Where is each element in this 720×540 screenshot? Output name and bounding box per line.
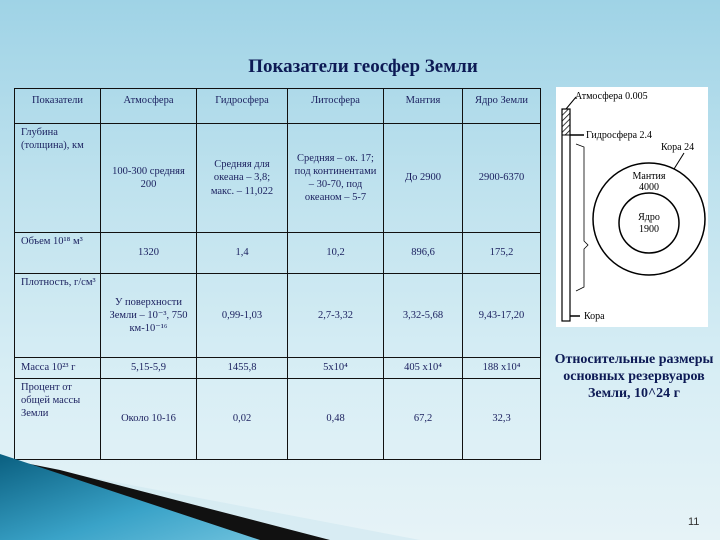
table-cell: 9,43-17,20	[463, 274, 541, 358]
label-core: Ядро	[638, 212, 660, 223]
label-mantle: Мантия	[632, 171, 666, 182]
decorative-swoosh	[0, 440, 720, 540]
table-row	[15, 124, 541, 233]
table-cell: 0,99-1,03	[197, 274, 288, 358]
label-crust-bottom: Кора	[584, 311, 605, 322]
table-cell: 32,3	[463, 379, 541, 460]
diagram-caption: Относительные размеры основных резервуаров Земли, 10^24 г	[554, 352, 714, 401]
table-cell: 0,02	[197, 379, 288, 460]
table-cell: 405 x10⁴	[384, 358, 463, 379]
table-cell: 2900-6370	[463, 124, 541, 233]
table-cell: 188 x10⁴	[463, 358, 541, 379]
header-cell: Мантия	[384, 89, 463, 124]
row-label: Масса 10²³ г	[15, 358, 101, 379]
table-cell: 175,2	[463, 233, 541, 274]
label-hydrosphere: Гидросфера 2.4	[586, 130, 653, 141]
header-cell: Атмосфера	[101, 89, 197, 124]
row-label: Плотность, г/см³	[15, 274, 101, 358]
table-cell: Средняя для океана – 3,8; макс. – 11,022	[197, 124, 288, 233]
header-cell: Показатели	[15, 89, 101, 124]
table-header-row	[15, 89, 541, 124]
table-cell: 896,6	[384, 233, 463, 274]
table-cell: 2,7-3,32	[288, 274, 384, 358]
header-cell: Ядро Земли	[463, 89, 541, 124]
table-cell: 67,2	[384, 379, 463, 460]
table-cell: 1455,8	[197, 358, 288, 379]
label-atmosphere: Атмосфера 0.005	[575, 91, 648, 102]
table-row	[15, 274, 541, 358]
table-row	[15, 233, 541, 274]
table-cell: 100-300 средняя 200	[101, 124, 197, 233]
table-cell: 10,2	[288, 233, 384, 274]
table-cell: 1,4	[197, 233, 288, 274]
column-bar	[562, 109, 570, 321]
table-cell: 0,48	[288, 379, 384, 460]
header-cell: Литосфера	[288, 89, 384, 124]
reservoir-size-diagram	[556, 87, 708, 327]
slide-title: Показатели геосфер Земли	[248, 56, 478, 77]
row-label: Объем 10¹⁸ м³	[15, 233, 101, 274]
core-circle	[619, 193, 679, 253]
header-cell: Гидросфера	[197, 89, 288, 124]
table-cell: 5,15-5,9	[101, 358, 197, 379]
atmosphere-hatch	[562, 109, 570, 135]
table-cell: 3,32-5,68	[384, 274, 463, 358]
table-cell: Около 10-16	[101, 379, 197, 460]
page-number: 11	[688, 516, 700, 528]
label-mantle-value: 4000	[639, 182, 659, 193]
table-row	[15, 358, 541, 379]
table-cell: У поверхности Земли – 10⁻³, 750 км-10⁻¹⁶	[101, 274, 197, 358]
label-crust-top: Кора 24	[661, 142, 695, 153]
row-label: Глубина (толщина), км	[15, 124, 101, 233]
label-core-value: 1900	[639, 224, 659, 235]
geospheres-table	[14, 88, 541, 460]
row-label: Процент от общей массы Земли	[15, 379, 101, 460]
table-cell: 1320	[101, 233, 197, 274]
table-cell: До 2900	[384, 124, 463, 233]
table-cell: 5x10⁴	[288, 358, 384, 379]
table-cell: Средняя – ок. 17; под континентами – 30-70, под океаном – 5-7	[288, 124, 384, 233]
